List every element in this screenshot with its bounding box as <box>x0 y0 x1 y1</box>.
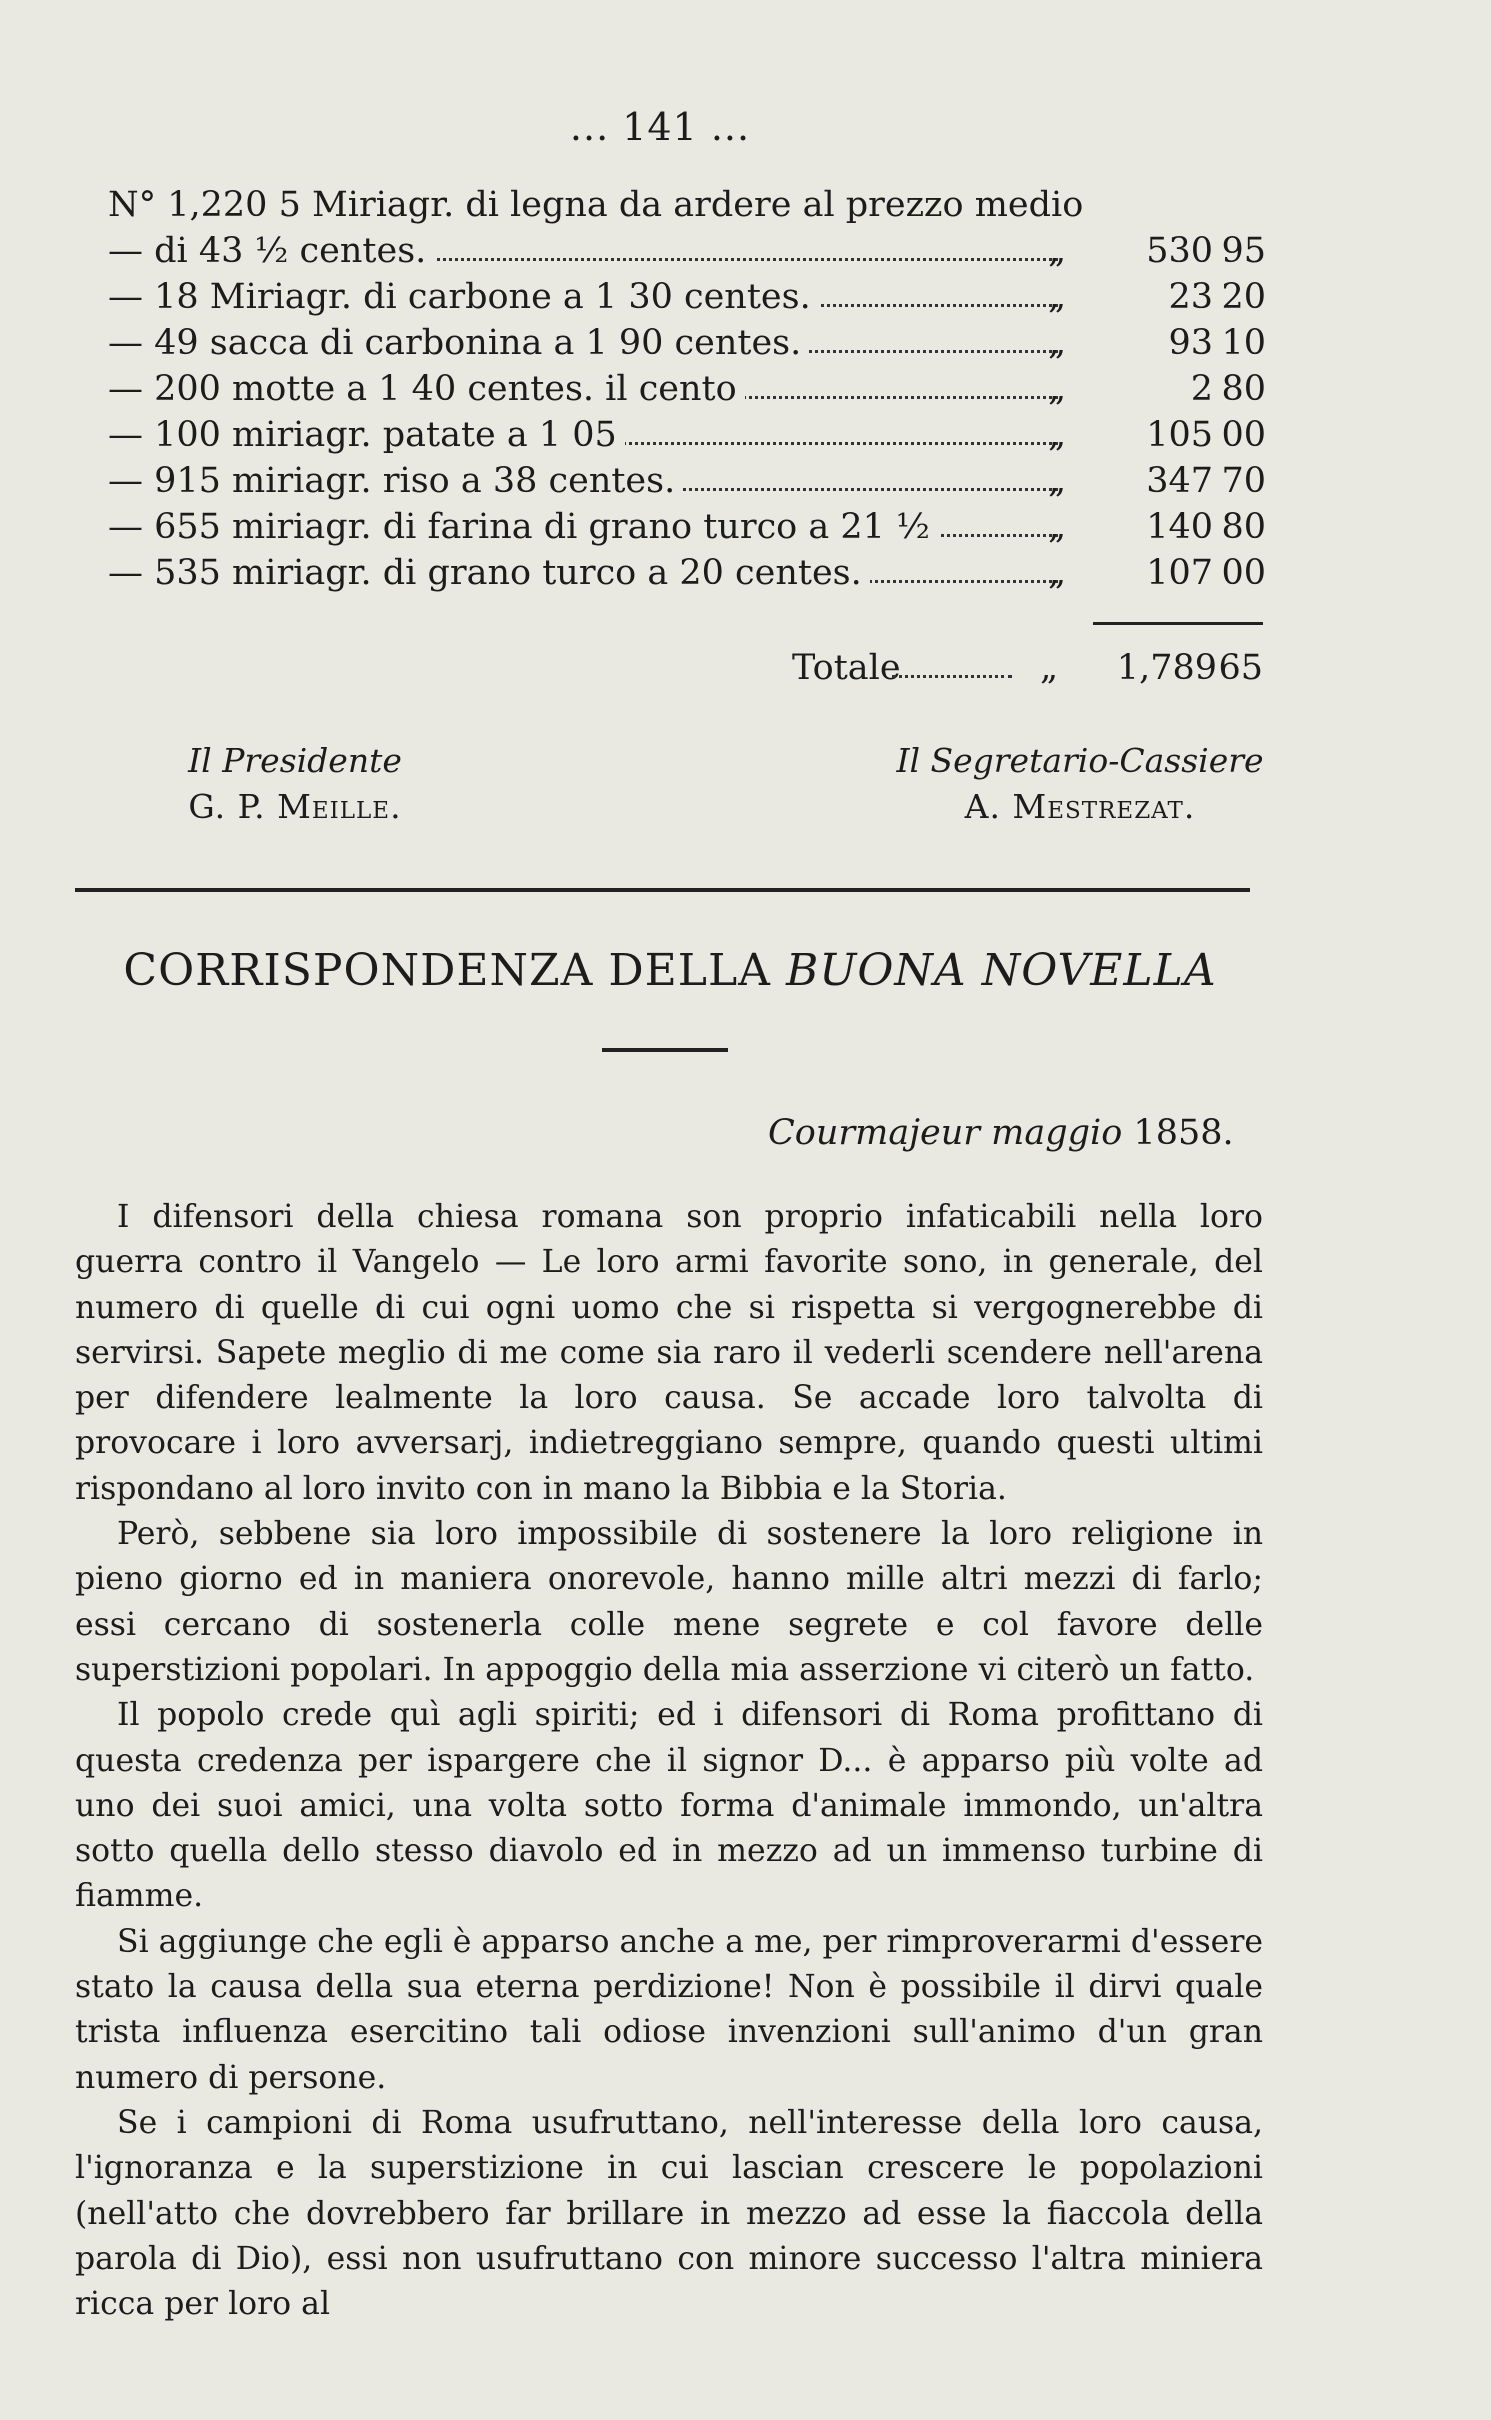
amount-lire: 23 <box>1168 277 1213 317</box>
letter-body <box>75 1195 1263 2327</box>
amount-lire: 93 <box>1168 323 1213 363</box>
amount-centesimi: 10 <box>1221 323 1266 363</box>
total-centesimi: 65 <box>1218 648 1263 688</box>
heading-underline <box>602 1048 728 1052</box>
ledger-item <box>108 504 1058 550</box>
ledger-item <box>108 228 1058 274</box>
ledger-row <box>108 550 1266 596</box>
ledger-item-text: — 535 miriagr. di grano turco a 20 centes. <box>108 553 870 593</box>
amount-centesimi: 80 <box>1221 507 1266 547</box>
ditto-mark: „ <box>1048 369 1067 409</box>
ledger-row <box>108 366 1266 412</box>
ledger-item <box>108 320 1058 366</box>
amount-lire: 107 <box>1146 553 1213 593</box>
paragraph: I difensori della chiesa romana son proprio infaticabili nella loro guerra contro il Vangelo — Le loro armi favorite sono, in generale, del numero di quelle di cui ogni uomo che si rispetta si vergognerebbe di servirsi. Sapete meglio di me come sia raro il vederli scendere nell'arena per difendere lealmente la loro causa. Se accade loro talvolta di provocare i loro avversarj, indietreggiano sempre, quando questi ultimi rispondano al loro invito con in mano la Bibbia e la Storia. <box>75 1199 1263 1507</box>
ledger-item-text: — 18 Miriagr. di carbone a 1 30 centes. <box>108 277 819 317</box>
ledger-item <box>108 458 1058 504</box>
ledger-first-line: N° 1,220 5 Miriagr. di legna da ardere al prezzo medio <box>108 185 1084 225</box>
expense-ledger <box>108 182 1266 596</box>
total-ditto-mark: „ <box>1040 648 1059 688</box>
signature-president <box>150 738 440 830</box>
ditto-mark: „ <box>1048 507 1067 547</box>
ditto-mark: „ <box>1048 231 1067 271</box>
secretary-role: Il Segretario-Cassiere <box>896 741 1264 780</box>
amount-lire: 530 <box>1146 231 1213 271</box>
ledger-item-text: — 655 miriagr. di farina di grano turco a 21 ½ <box>108 507 938 547</box>
ledger-item-text: — 200 motte a 1 40 centes. il cento <box>108 369 745 409</box>
total-lire: 1,789 <box>1116 648 1217 688</box>
paragraph: Si aggiunge che egli è apparso anche a me, per rimproverarmi d'essere stato la causa della sua eterna perdizione! Non è possibile il dirvi quale trista influenza esercitino tali odiose invenzioni sull'animo d'un gran numero di persone. <box>75 1923 1264 2096</box>
paragraph: Però, sebbene sia loro impossibile di sostenere la loro religione in pieno giorno ed in maniera onorevole, hanno mille altri mezzi di farlo; essi cercano di sostenerla colle mene segrete e col favore delle superstizioni popolari. In appoggio della mia asserzione vi citerò un fatto. <box>75 1516 1263 1688</box>
amount-lire: 347 <box>1146 461 1213 501</box>
signature-secretary <box>880 738 1280 830</box>
amount-lire: 140 <box>1146 507 1213 547</box>
ledger-rows <box>108 228 1266 596</box>
ditto-mark: „ <box>1048 553 1067 593</box>
amount-centesimi: 95 <box>1221 231 1266 271</box>
paragraph: Se i campioni di Roma usufruttano, nell'interesse della loro causa, l'ignoranza e la superstizione in cui lascian crescere le popolazioni (nell'atto che dovrebbero far brillare in mezzo ad esse la fiaccola della parola di Dio), essi non usufruttano con minore successo l'altra miniera ricca per loro al <box>75 2104 1263 2323</box>
ledger-item-text: — di 43 ½ centes. <box>108 231 434 271</box>
paragraph: Il popolo crede quì agli spiriti; ed i difensori di Roma profittano di questa credenza per ispargere che il signor D... è apparso più volte ad uno dei suoi amici, una volta sotto forma d'animale immondo, un'altra sotto quella dello stesso diavolo ed in mezzo ad un immenso turbine di fiamme. <box>75 1697 1263 1915</box>
ledger-item-text: — 49 sacca di carbonina a 1 90 centes. <box>108 323 809 363</box>
secretary-name: A. Mestrezat. <box>964 787 1196 826</box>
dateline-year: 1858. <box>1133 1113 1234 1153</box>
ledger-row <box>108 504 1266 550</box>
ledger-item <box>108 366 1058 412</box>
total-label: Totale <box>792 648 901 688</box>
ledger-item <box>108 274 1058 320</box>
amount-centesimi: 00 <box>1221 553 1266 593</box>
ditto-mark: „ <box>1048 277 1067 317</box>
amount-centesimi: 80 <box>1221 369 1266 409</box>
section-heading <box>0 945 1340 996</box>
ditto-mark: „ <box>1048 323 1067 363</box>
ledger-row <box>108 274 1266 320</box>
ditto-mark: „ <box>1048 415 1067 455</box>
ledger-item <box>108 412 1058 458</box>
page-number: ... 141 ... <box>569 105 751 149</box>
ledger-item-text: — 100 miriagr. patate a 1 05 <box>108 415 625 455</box>
total-dot-leader <box>892 675 1012 678</box>
ledger-item <box>108 550 1058 596</box>
ledger-item-text: — 915 miriagr. riso a 38 centes. <box>108 461 683 501</box>
ledger-row <box>108 320 1266 366</box>
heading-plain: CORRISPONDENZA DELLA <box>123 945 786 996</box>
sum-rule <box>1093 622 1263 625</box>
heading-italic: BUONA NOVELLA <box>785 945 1217 996</box>
amount-centesimi: 70 <box>1221 461 1266 501</box>
ledger-row <box>108 412 1266 458</box>
president-role: Il Presidente <box>188 741 402 780</box>
ditto-mark: „ <box>1048 461 1067 501</box>
section-divider <box>75 888 1250 892</box>
total-row <box>792 645 1263 691</box>
dateline-place: Courmajeur maggio <box>768 1113 1123 1153</box>
amount-lire: 2 <box>1190 369 1213 409</box>
amount-centesimi: 00 <box>1221 415 1266 455</box>
amount-lire: 105 <box>1146 415 1213 455</box>
president-name: G. P. Meille. <box>188 787 402 826</box>
ledger-row <box>108 458 1266 504</box>
dateline <box>768 1110 1234 1156</box>
ledger-row <box>108 228 1266 274</box>
amount-centesimi: 20 <box>1221 277 1266 317</box>
